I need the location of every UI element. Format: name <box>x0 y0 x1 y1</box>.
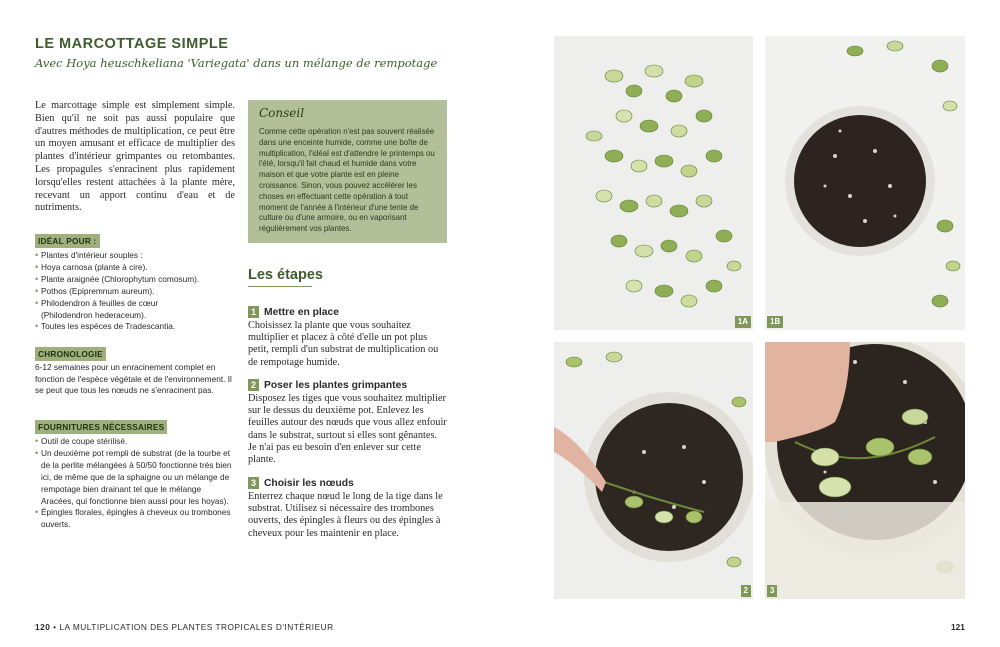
list-item-line: (Philodendron hederaceum). <box>41 309 147 320</box>
step-number: 2 <box>248 379 259 391</box>
fournitures-label: FOURNITURES NÉCESSAIRES <box>35 420 167 434</box>
footer-left <box>35 622 334 632</box>
list-item: • Plante araignée (Chlorophytum comosum). <box>35 274 235 286</box>
list-item <box>35 298 235 322</box>
step-3-text: Enterrez chaque nœud le long de la tige dans le substrat. Utilisez si nécessaire des trombones ouverts, des épingles à fleurs ou des épingles à cheveux pour les maintenir en place. <box>248 491 443 539</box>
ideal-list <box>35 250 235 333</box>
hoya-plant-image <box>554 36 753 330</box>
footer-section: LA MULTIPLICATION DES PLANTES TROPICALES D'INTÉRIEUR <box>59 622 334 632</box>
pot-soil-image <box>765 36 965 330</box>
page-subtitle: Avec Hoya heuschkeliana 'Variegata' dans un mélange de rempotage <box>35 56 438 70</box>
pinning-nodes-image <box>765 342 965 599</box>
list-item: • Pothos (Epipremnum aureum). <box>35 286 235 298</box>
footer-separator: • <box>53 622 57 632</box>
list-item: • Hoya carnosa (plante à cire). <box>35 262 235 274</box>
chronologie-text: 6-12 semaines pour un enracinement complet en fonction de l'espèce végétale et de l'environnement. Il se peut que tous les nœuds ne s'enracinent pas. <box>35 362 232 396</box>
list-item: • Plantes d'intérieur souples : <box>35 250 235 262</box>
photo-label: 1A <box>735 316 751 328</box>
photo-1a <box>554 36 753 330</box>
step-2-text: Disposez les tiges que vous souhaitez multiplier sur le dessus du deuxième pot. Enlevez les feuilles autour des nœuds que vous allez enfouir dans le substrat, surtout si elles sont gênantes. Je n'ai pas eu besoin d'en enlever sur cette plante. <box>248 393 447 466</box>
conseil-title: Conseil <box>259 106 305 120</box>
conseil-text: Comme cette opération n'est pas souvent réalisée dans une enceinte humide, comme une boîte de multiplication, l'idéal est d'attendre le printemps ou l'été, lorsqu'il fait chaud et humide dans votre maison et que votre plante est en pleine croissance. Sinon, vous pouvez accélérer les choses en effectuant cette opération à tout moment de l'année à l'intérieur d'une tente de culture ou d'une armoire, ou en vaporisant régulièrement vos plantes. <box>259 127 435 234</box>
step-title: Mettre en place <box>264 306 339 318</box>
list-item: • Toutes les espèces de Tradescantia. <box>35 321 235 333</box>
page-number-left: 120 <box>35 622 51 632</box>
conseil-box <box>248 100 447 243</box>
photo-label: 3 <box>767 585 777 597</box>
photo-label: 1B <box>767 316 783 328</box>
chronologie-label: CHRONOLOGIE <box>35 347 106 361</box>
list-item-line: • Philodendron à feuilles de cœur <box>41 297 159 308</box>
photo-3 <box>765 342 965 599</box>
step-1-heading <box>248 306 339 318</box>
step-title: Poser les plantes grimpantes <box>264 379 408 391</box>
photo-2 <box>554 342 753 599</box>
page-number-right: 121 <box>951 622 965 632</box>
etapes-heading: Les étapes <box>248 267 323 283</box>
list-item: • Un deuxième pot rempli de substrat (de la tourbe et de la perlite mélangées à 50/50 fonctionne très bien ici, de même que de la sphaigne ou un mélange de rempotage bien drainant tel que le mélange Aracées, qui fonctionne bien aussi pour les hoyas). <box>35 448 235 508</box>
fournitures-list <box>35 436 235 531</box>
step-1-text: Choisissez la plante que vous souhaitez multiplier et placez à côté d'elle un pot plus petit, rempli d'un substrat de multiplication ou de rempotage humide. <box>248 320 439 368</box>
step-number: 3 <box>248 477 259 489</box>
intro-paragraph: Le marcottage simple est simplement simple. Bien qu'il ne soit pas aussi populaire que d'autres méthodes de multiplication, ce peut être un moyen amusant et efficace de multiplier des plantes d'intérieur grimpantes ou retombantes. Les propagules s'enracinent plus rapidement lorsqu'elles restent attachées à la plante mère, recevant un apport continu d'eau et de nutriments. <box>35 100 235 214</box>
step-3-heading <box>248 477 354 489</box>
photo-1b <box>765 36 965 330</box>
step-2-heading <box>248 379 407 391</box>
etapes-underline <box>248 286 312 287</box>
list-item: • Épingles florales, épingles à cheveux ou trombones ouverts. <box>35 507 235 531</box>
list-item: • Outil de coupe stérilisé. <box>35 436 235 448</box>
step-title: Choisir les nœuds <box>264 477 354 489</box>
page-title: LE MARCOTTAGE SIMPLE <box>35 36 229 52</box>
ideal-label: IDÉAL POUR : <box>35 234 100 248</box>
step-number: 1 <box>248 306 259 318</box>
photo-label: 2 <box>741 585 751 597</box>
laying-stems-image <box>554 342 753 599</box>
